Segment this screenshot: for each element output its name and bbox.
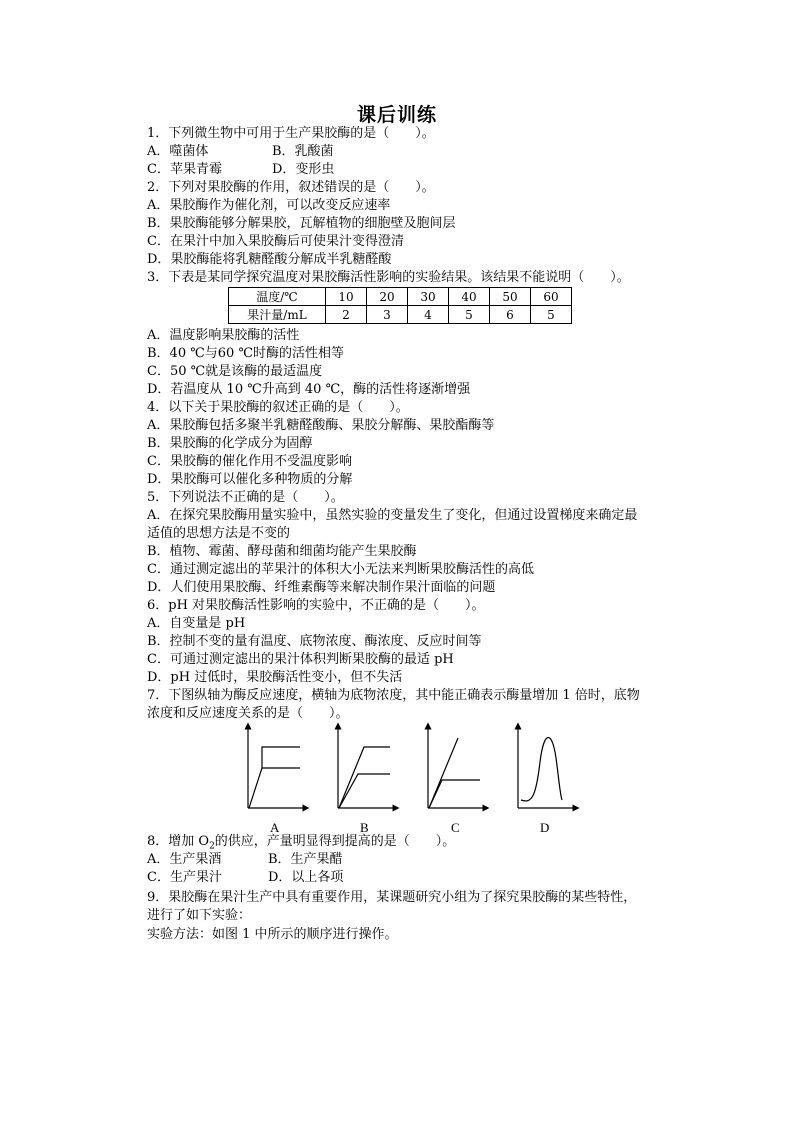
graph-d-label: D <box>540 820 550 835</box>
table-row <box>229 288 572 306</box>
q9-method: 实验方法：如图 1 中所示的顺序进行操作。 <box>147 927 398 942</box>
q4-option-b: B．果胶酶的化学成分为固醇 <box>147 436 313 451</box>
table-cell: 4 <box>408 306 449 324</box>
q6-option-a: A．自变量是 pH <box>147 616 246 631</box>
q9-stem-line1: 9．果胶酶在果汁生产中具有重要作用，某课题研究小组为了探究果胶酶的某些特性， <box>147 890 637 905</box>
graph-b-curve-low <box>339 774 390 808</box>
graph-b-curve-high <box>339 747 390 808</box>
q8-stem-pre: 8．增加 O <box>147 834 210 849</box>
q3-option-d: D．若温度从 10 ℃升高到 40 ℃，酶的活性将逐渐增强 <box>147 382 471 397</box>
q4-option-a: A．果胶酶包括多聚半乳糖醛酸酶、果胶分解酶、果胶酯酶等 <box>147 418 495 433</box>
table-cell: 50 <box>490 288 531 306</box>
table-cell: 40 <box>449 288 490 306</box>
table-cell: 20 <box>367 288 408 306</box>
q5-option-c: C．通过测定滤出的苹果汁的体积大小无法来判断果胶酶活性的高低 <box>147 562 534 577</box>
q8-stem-subscript: 2 <box>209 841 215 852</box>
q2-stem: 2．下列对果胶酶的作用，叙述错误的是（ ）。 <box>147 180 435 195</box>
graph-b <box>338 726 396 808</box>
q2-option-a: A．果胶酶作为催化剂，可以改变反应速率 <box>147 198 391 213</box>
q4-stem: 4．以下关于果胶酶的叙述正确的是（ ）。 <box>147 400 409 415</box>
graph-c-curve-high <box>429 738 458 808</box>
q7-stem-line1: 7．下图纵轴为酶反应速度，横轴为底物浓度，其中能正确表示酶量增加 1 倍时，底物 <box>147 688 640 703</box>
table-header-temperature: 温度/℃ <box>229 288 326 306</box>
q3-option-b: B．40 ℃与60 ℃时酶的活性相等 <box>147 346 344 361</box>
graph-d <box>518 726 576 808</box>
graph-b-label: B <box>360 820 369 835</box>
q5-option-d: D．人们使用果胶酶、纤维素酶等来解决制作果汁面临的问题 <box>147 580 496 595</box>
q5-stem: 5．下列说法不正确的是（ ）。 <box>147 490 344 505</box>
graph-a-label: A <box>270 820 280 835</box>
graph-c-curve-low <box>429 780 480 808</box>
q3-data-table <box>228 287 572 324</box>
graph-a <box>248 726 306 808</box>
q5-option-a-line2: 适值的思想方法是不变的 <box>147 526 291 541</box>
graph-c <box>428 726 486 808</box>
q2-option-b: B．果胶酶能够分解果胶，瓦解植物的细胞壁及胞间层 <box>147 216 456 231</box>
graph-d-curve <box>521 737 562 800</box>
q5-option-a-line1: A．在探究果胶酶用量实验中，虽然实验的变量发生了变化，但通过设置梯度来确定最 <box>147 508 638 523</box>
q6-stem: 6．pH 对果胶酶活性影响的实验中，不正确的是（ ）。 <box>147 598 485 613</box>
table-cell: 60 <box>531 288 572 306</box>
q6-option-b: B．控制不变的量有温度、底物浓度、酶浓度、反应时间等 <box>147 634 482 649</box>
q5-option-b: B．植物、霉菌、酵母菌和细菌均能产生果胶酶 <box>147 544 417 559</box>
page-title: 课后训练 <box>356 104 437 126</box>
table-cell: 30 <box>408 288 449 306</box>
q8-stem-post: 的供应，产量明显得到提高的是（ ）。 <box>214 834 456 849</box>
table-cell: 6 <box>490 306 531 324</box>
q8-option-a: A．生产果酒 <box>147 852 222 867</box>
graph-a-curve-low <box>249 768 300 808</box>
q6-option-d: D．pH 过低时，果胶酶活性变小，但不失活 <box>147 670 403 685</box>
q3-stem: 3．下表是某同学探究温度对果胶酶活性影响的实验结果。该结果不能说明（ ）。 <box>147 270 630 285</box>
q8-option-b: B．生产果醋 <box>268 852 343 867</box>
q7-stem-line2: 浓度和反应速度关系的是（ ）。 <box>147 706 349 721</box>
table-cell: 2 <box>326 306 367 324</box>
table-cell: 3 <box>367 306 408 324</box>
q1-option-b: B．乳酸菌 <box>272 144 334 159</box>
graph-a-curve-high <box>262 747 300 768</box>
q3-option-c: C．50 ℃就是该酶的最适温度 <box>147 364 323 379</box>
table-row <box>229 306 572 324</box>
q3-option-a: A．温度影响果胶酶的活性 <box>147 328 300 343</box>
table-header-juice-volume: 果汁量/mL <box>229 306 326 324</box>
q1-option-c: C．苹果青霉 <box>147 162 222 177</box>
q2-option-c: C．在果汁中加入果胶酶后可使果汁变得澄清 <box>147 234 404 249</box>
q1-option-a: A．噬菌体 <box>147 144 209 159</box>
q7-graphs <box>240 722 590 837</box>
q9-stem-line2: 进行了如下实验： <box>147 908 252 923</box>
q2-option-d: D．果胶酶能将乳糖醛酸分解成半乳糖醛酸 <box>147 252 392 267</box>
q1-option-d: D．变形虫 <box>272 162 335 177</box>
q8-option-c: C．生产果汁 <box>147 870 222 885</box>
q6-option-c: C．可通过测定滤出的果汁体积判断果胶酶的最适 pH <box>147 652 454 667</box>
table-cell: 5 <box>531 306 572 324</box>
table-cell: 5 <box>449 306 490 324</box>
table-cell: 10 <box>326 288 367 306</box>
graph-c-label: C <box>451 820 460 835</box>
q1-stem: 1．下列微生物中可用于生产果胶酶的是（ ）。 <box>147 126 435 141</box>
q8-option-d: D．以上各项 <box>268 870 344 885</box>
q4-option-d: D．果胶酶可以催化多种物质的分解 <box>147 472 353 487</box>
q4-option-c: C．果胶酶的催化作用不受温度影响 <box>147 454 352 469</box>
